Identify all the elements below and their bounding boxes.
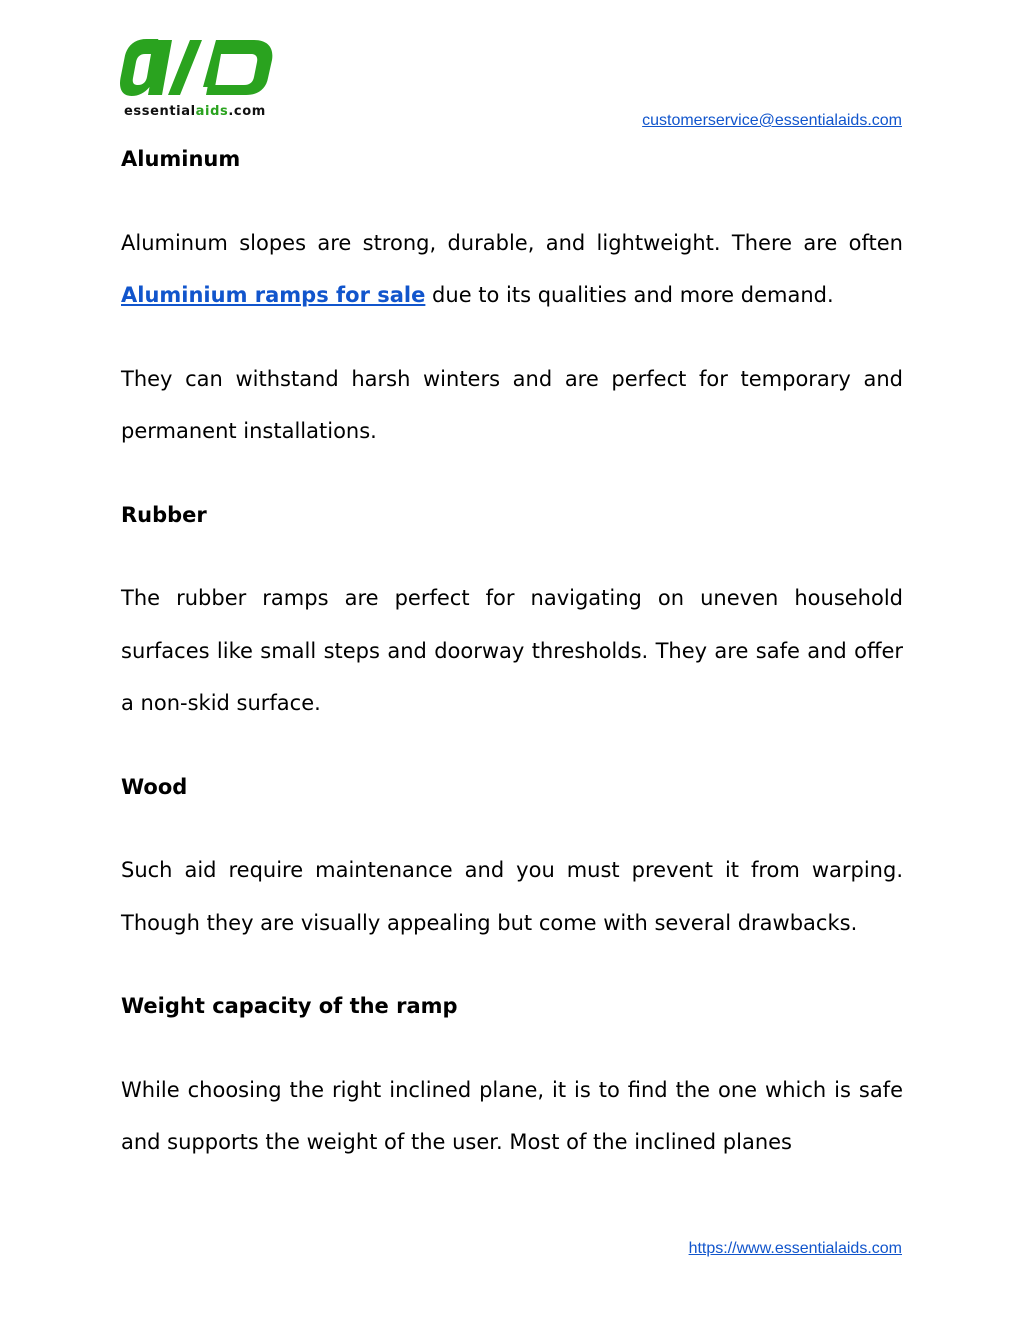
aluminium-ramps-link[interactable]: Aluminium ramps for sale — [121, 283, 426, 307]
heading-rubber: Rubber — [121, 502, 207, 527]
paragraph-text: due to its qualities and more demand. — [425, 283, 834, 307]
logo-wordmark-suffix: .com — [228, 104, 266, 119]
logo-wordmark-prefix: essential — [124, 104, 196, 119]
document-body — [121, 133, 903, 1169]
logo-mark-a — [120, 39, 172, 96]
heading-wood: Wood — [121, 774, 188, 799]
logo-mark-slash — [168, 40, 202, 95]
paragraph-aluminum-2: They can withstand harsh winters and are perfect for temporary and permanent installations. — [121, 366, 903, 443]
paragraph-weight-capacity: While choosing the right inclined plane, it is to find the one which is safe and supports the weight of the user. Most of the inclined planes — [121, 1077, 903, 1154]
logo-wordmark — [124, 104, 266, 119]
logo-mark-d — [203, 40, 272, 95]
paragraph-text: Aluminum slopes are strong, durable, and lightweight. There are often — [121, 230, 903, 255]
paragraph-rubber: The rubber ramps are perfect for navigating on uneven household surfaces like small steps and doorway thresholds. They are safe and offer a non-skid surface. — [121, 586, 903, 715]
heading-weight-capacity: Weight capacity of the ramp — [121, 994, 458, 1018]
paragraph-aluminum-1 — [121, 217, 903, 322]
header-email-link[interactable]: customerservice@essentialaids.com — [642, 112, 902, 129]
paragraph-wood: Such aid require maintenance and you must prevent it from warping. Though they are visually appealing but come with several drawbacks. — [121, 858, 903, 935]
logo-wordmark-accent: aids — [195, 104, 229, 119]
heading-aluminum: Aluminum — [121, 147, 241, 171]
footer-website-link[interactable]: https://www.essentialaids.com — [688, 1240, 902, 1257]
